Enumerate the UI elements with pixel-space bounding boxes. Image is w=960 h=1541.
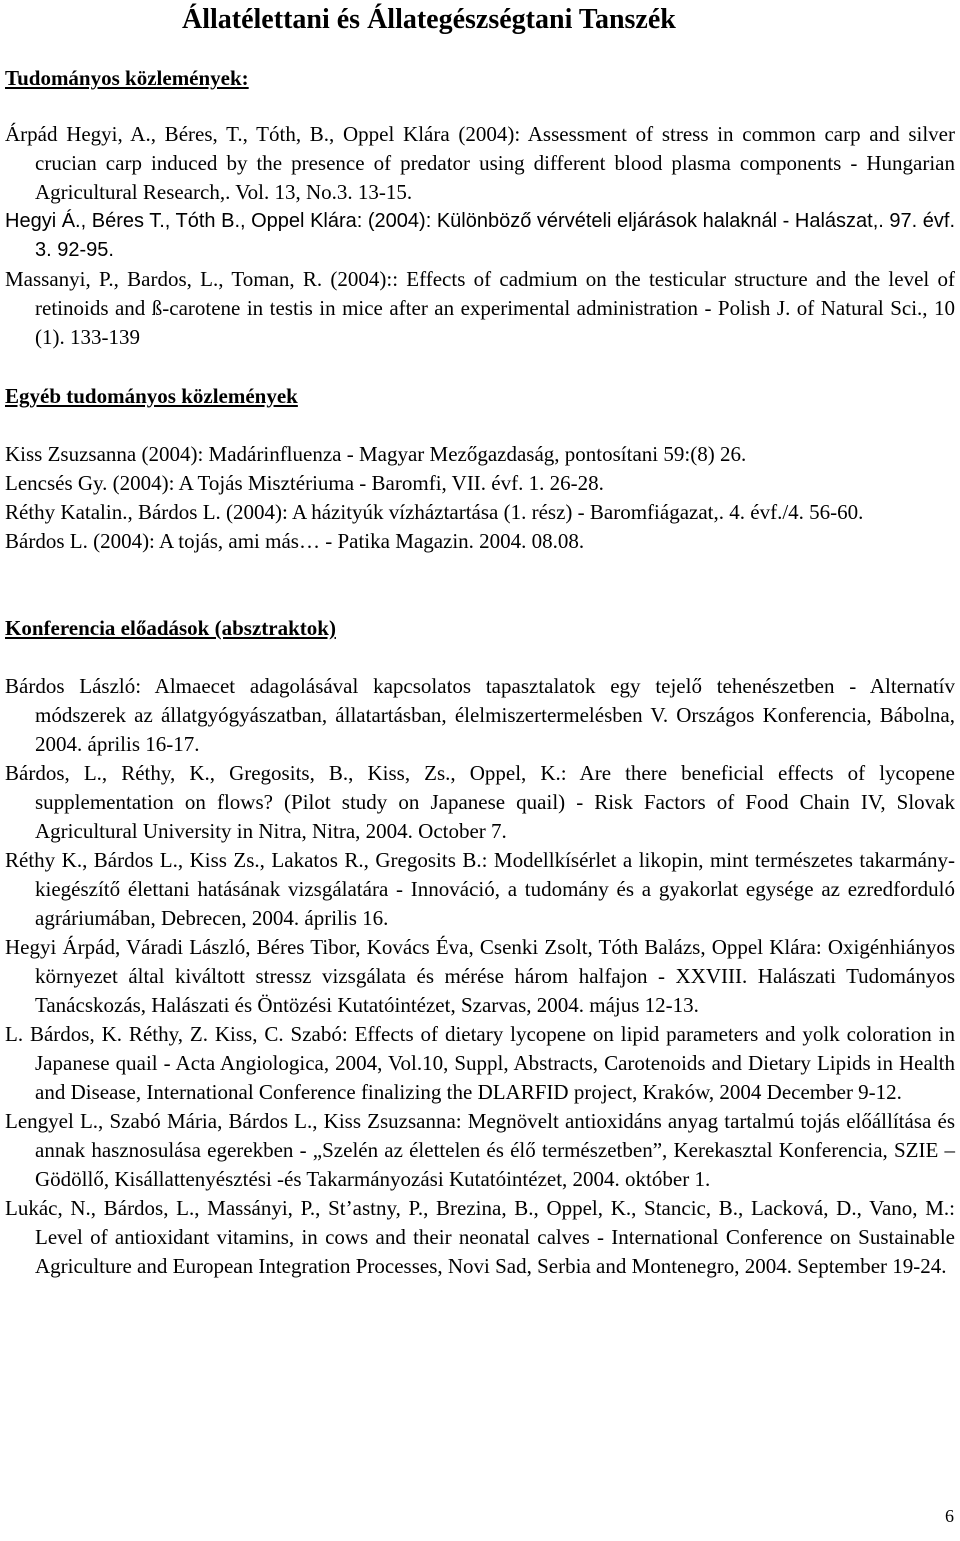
publication-entry: Lencsés Gy. (2004): A Tojás Misztériuma - Baromfi, VII. évf. 1. 26-28. bbox=[5, 471, 604, 495]
conference-entries bbox=[5, 672, 955, 1281]
conference-entry: Bárdos László: Almaecet adagolásával kapcsolatos tapasztalatok egy tejelő tehenészetben - Alternatív módszerek az állatgyógyászatban, állatartásban, élelmiszertermelésben V. Országos Konferencia, Bábolna, 2004. április 16-17. bbox=[5, 674, 955, 756]
conference-entry: Réthy K., Bárdos L., Kiss Zs., Lakatos R., Gregosits B.: Modellkísérlet a likopin, mint természetes takarmány-kiegészítő élettani hatásának vizsgálatára - Innováció, a tudomány és a gyakorlat egysége az ezredforduló agráriumában, Debrecen, 2004. április 16. bbox=[5, 848, 955, 930]
conference-entry: Bárdos, L., Réthy, K., Gregosits, B., Kiss, Zs., Oppel, K.: Are there beneficial effects of lycopene supplementation on flows? (Pilot study on Japanese quail) - Risk Factors of Food Chain IV, Slovak Agricultural University in Nitra, Nitra, 2004. October 7. bbox=[5, 761, 955, 843]
conference-entry: Lukác, N., Bárdos, L., Massányi, P., St’astny, P., Brezina, B., Oppel, K., Stancic, B., Lacková, D., Vano, M.: Level of antioxidant vitamins, in cows and their neonatal calves - International Conference on Sustainable Agriculture and European Integration Processes, Novi Sad, Serbia and Montenegro, 2004. September 19-24. bbox=[5, 1196, 955, 1278]
scientific-section-label: Tudományos közlemények: bbox=[5, 66, 249, 90]
publication-entry: Kiss Zsuzsanna (2004): Madárinfluenza - Magyar Mezőgazdaság, pontosítani 59:(8) 26. bbox=[5, 442, 747, 466]
other-entries bbox=[5, 440, 955, 556]
conference-entry: Lengyel L., Szabó Mária, Bárdos L., Kiss Zsuzsanna: Megnövelt antioxidáns anyag tartalmú tojás előállítása és annak hasznosulása egerekben - „Szelén az élettelen és élő természetben”, Kerekasztal Konferencia, SZIE – Gödöllő, Kisállattenyésztési -és Takarmányozási Kutatóintézet, 2004. október 1. bbox=[5, 1109, 955, 1191]
publication-entry: Hegyi Á., Béres T., Tóth B., Oppel Klára: (2004): Különböző vérvételi eljárások halaknál - Halászat,. 97. évf. 3. 92-95. bbox=[5, 210, 955, 261]
department-title: Állatélettani és Állategészségtani Tanszék bbox=[182, 4, 676, 35]
publication-entry: Massanyi, P., Bardos, L., Toman, R. (2004):: Effects of cadmium on the testicular structure and the level of retinoids and ß-carotene in testis in mice after an experimental administration - Polish J. of Natural Sci., 10 (1). 133-139 bbox=[5, 267, 955, 349]
page-number: 6 bbox=[945, 1506, 954, 1526]
publication-entry: Réthy Katalin., Bárdos L. (2004): A házityúk vízháztartása (1. rész) - Baromfiágazat,. 4. évf./4. 56-60. bbox=[5, 500, 864, 524]
conference-entry: L. Bárdos, K. Réthy, Z. Kiss, C. Szabó: Effects of dietary lycopene on lipid parameters and yolk coloration in Japanese quail - Acta Angiologica, 2004, Vol.10, Suppl, Abstracts, Carotenoids and Dietary Lipids in Health and Disease, International Conference finalizing the DLARFID project, Kraków, 2004 December 9-12. bbox=[5, 1022, 955, 1104]
conference-entry: Hegyi Árpád, Váradi László, Béres Tibor, Kovács Éva, Csenki Zsolt, Tóth Balázs, Oppel Klára: Oxigénhiányos környezet által kiváltott stressz vizsgálata és mérése három halfajon - XXVIII. Halászati Tudományos Tanácskozás, Halászati és Öntözési Kutatóintézet, Szarvas, 2004. május 12-13. bbox=[5, 935, 955, 1017]
scientific-entries bbox=[5, 120, 955, 352]
other-publications-heading: Egyéb tudományos közlemények bbox=[5, 384, 298, 408]
conference-heading: Konferencia előadások (absztraktok) bbox=[5, 616, 336, 640]
publication-entry: Bárdos L. (2004): A tojás, ami más… - Patika Magazin. 2004. 08.08. bbox=[5, 529, 585, 553]
publication-entry: Árpád Hegyi, A., Béres, T., Tóth, B., Oppel Klára (2004): Assessment of stress in common carp and silver crucian carp induced by the presence of predator using different blood plasma components - Hungarian Agricultural Research,. Vol. 13, No.3. 13-15. bbox=[5, 122, 955, 204]
